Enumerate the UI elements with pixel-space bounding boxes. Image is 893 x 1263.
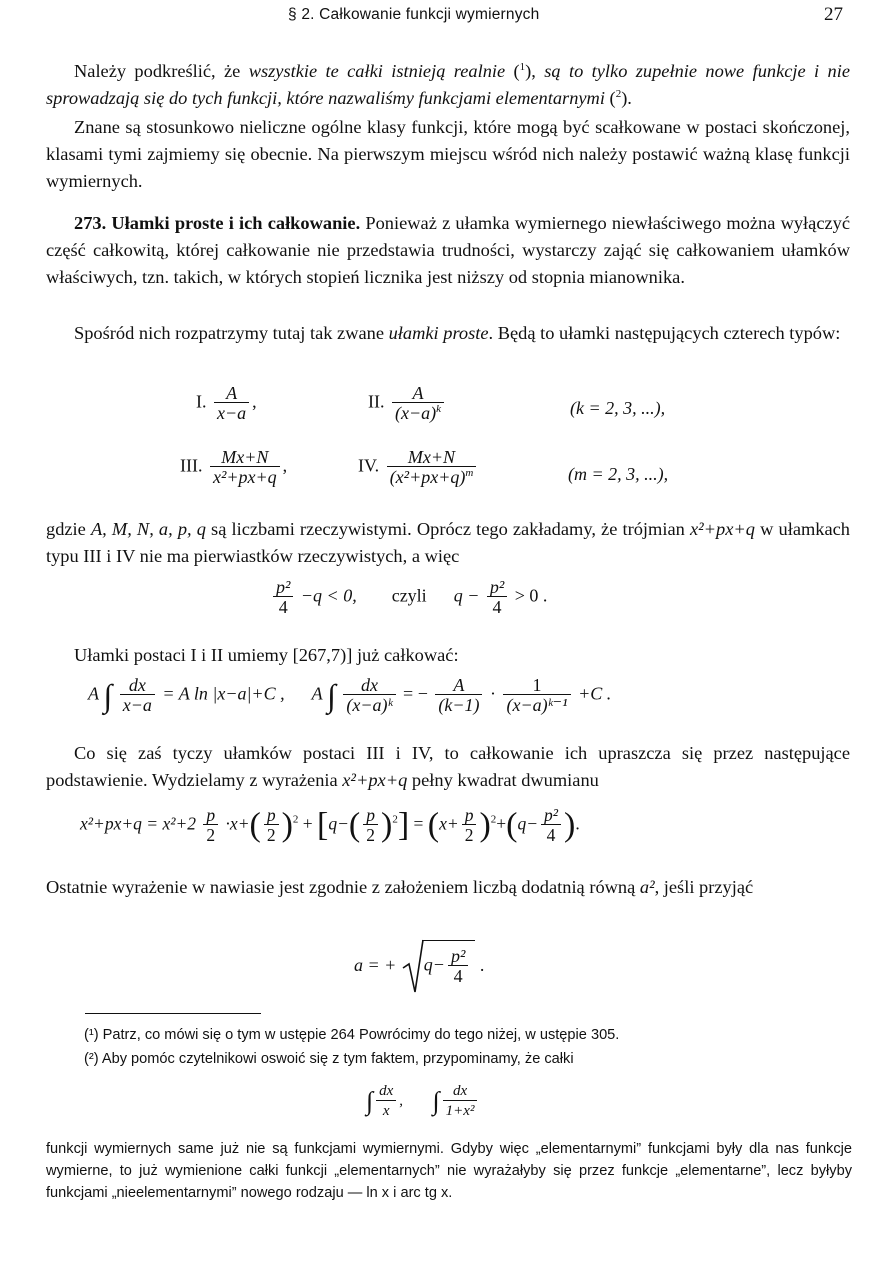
footnote-1: (¹) Patrz, co mówi się o tym w ustępie 264 Powrócimy do tego niżej, w ustępie 305.	[84, 1027, 620, 1043]
section-heading: 273. Ułamki proste i ich całkowanie.	[74, 213, 361, 233]
paragraph-substitution: Co się zaś tyczy ułamków postaci III i IV, to całkowanie ich upraszcza się przez następujące podstawienie. Wydzielamy z wyrażenia x²+px+q pełny kwadrat dwumianu	[46, 743, 850, 790]
square-root: q− $\frac{\text{p²}}{4}$	[401, 938, 476, 996]
fraction-type-I: I. $\frac{A}{x-a}$ ,	[196, 383, 257, 423]
footnote-integrals: ∫ $\frac{dx}{x}$ , ∫ $\frac{dx}{\text{1+x²}}$	[366, 1082, 480, 1121]
paragraph-classes: Znane są stosunkowo nieliczne ogólne klasy funkcji, które mogą być scałkowane w postaci skończonej, klasami tymi zajmiemy się obecnie. Na pierwszym miejscu wśród nich należy postawić ważną klasę funkcji wymiernych.	[46, 117, 850, 191]
fraction-type-II: II. $\frac{A}{(x-a)^k}$	[368, 384, 447, 423]
discriminant-condition: $\frac{\text{p²}}{4}$ −q < 0, czyli q − $\frac{\text{p²}}{4}$ > 0 .	[270, 578, 547, 617]
k-condition: (k = 2, 3, ...),	[570, 398, 666, 418]
complete-square-equation: x²+px+q = x²+2 $\frac{p}{2}$ ·x+( $\frac{p}{2}$ )$^2$ + [q−( $\frac{p}{2}$ )$^2$] = (x+ $\frac{p}{2}$ )$^2$+(q− $\frac{\text{p²}}{4}$ ).	[80, 805, 580, 845]
fraction-type-IV: IV. $\frac{Mx+N}{(x^2+px+q)^m}$	[358, 448, 479, 487]
m-condition: (m = 2, 3, ...),	[568, 464, 669, 484]
footnote-ref-2[interactable]: 2	[615, 87, 622, 100]
section-273: 273. Ułamki proste i ich całkowanie. Ponieważ z ułamka wymiernego niewłaściwego można wyłączyć część całkowitą, której całkowanie nie przedstawia trudności, wystarczy zająć się całkowaniem ułamków właściwych, tzn. takich, w których stopień licznika jest niższy od stopnia mianownika.	[46, 213, 851, 287]
a-definition: a = + q− $\frac{\text{p²}}{4}$ .	[354, 938, 484, 996]
integral-formulas: A ∫ $\frac{dx}{x-a}$ = A ln |x−a|+C , A ∫ $\frac{dx}{\text{(x−a)ᵏ}}$ = − $\frac{A}{(k-1)}$ · $\frac{1}{\text{(x−a)ᵏ⁻¹}}$ +C .	[88, 675, 612, 715]
page-number: 27	[824, 4, 843, 25]
paragraph-assumptions: gdzie A, M, N, a, p, q są liczbami rzeczywistymi. Oprócz tego zakładamy, że trójmian x²+px+q w ułamkach typu III i IV nie ma pierwiastków rzeczywistych, a więc	[46, 519, 851, 566]
paragraph-intro: Należy podkreślić, że wszystkie te całki istnieją realnie ($^1$), są to tylko zupełnie nowe funkcje i nie sprowadzają się do tych funkcji, które nazwaliśmy funkcjami elementarnymi ($^2$).	[46, 60, 850, 108]
running-header	[0, 6, 893, 28]
footnote-separator	[85, 1013, 261, 1014]
footnote-2: (²) Aby pomóc czytelnikowi oswoić się z tym faktem, przypominamy, że całki	[84, 1051, 574, 1067]
chapter-title: § 2. Całkowanie funkcji wymiernych	[288, 6, 540, 23]
paragraph-positive-value: Ostatnie wyrażenie w nawiasie jest zgodnie z założeniem liczbą dodatnią równą a², jeśli przyjąć	[46, 877, 754, 897]
integral-sign: ∫	[103, 677, 113, 714]
footnote-2-continuation: funkcji wymiernych same już nie są funkcjami wymiernymi. Gdyby więc „elementarnymi” funkcjami były dla nas funkcje wymierne, to już wymienione całki funkcji „elementarnych” nie wyrażałyby się przez funkcje „elementarne”, lecz byłyby funkcjami „nieelementarnymi” nowego rodzaju — ln x i arc tg x.	[46, 1141, 852, 1201]
integral-sign: ∫	[327, 677, 336, 714]
footnote-ref-1[interactable]: 1	[519, 60, 526, 73]
paragraph-simple-fractions: Spośród nich rozpatrzymy tutaj tak zwane ułamki proste. Będą to ułamki następujących czterech typów:	[74, 323, 841, 343]
fraction-type-III: III. $\frac{Mx+N}{\text{x²+px+q}}$ ,	[180, 447, 288, 487]
paragraph-integrate-I-II: Ułamki postaci I i II umiemy [267,7)] już całkować:	[74, 645, 459, 665]
